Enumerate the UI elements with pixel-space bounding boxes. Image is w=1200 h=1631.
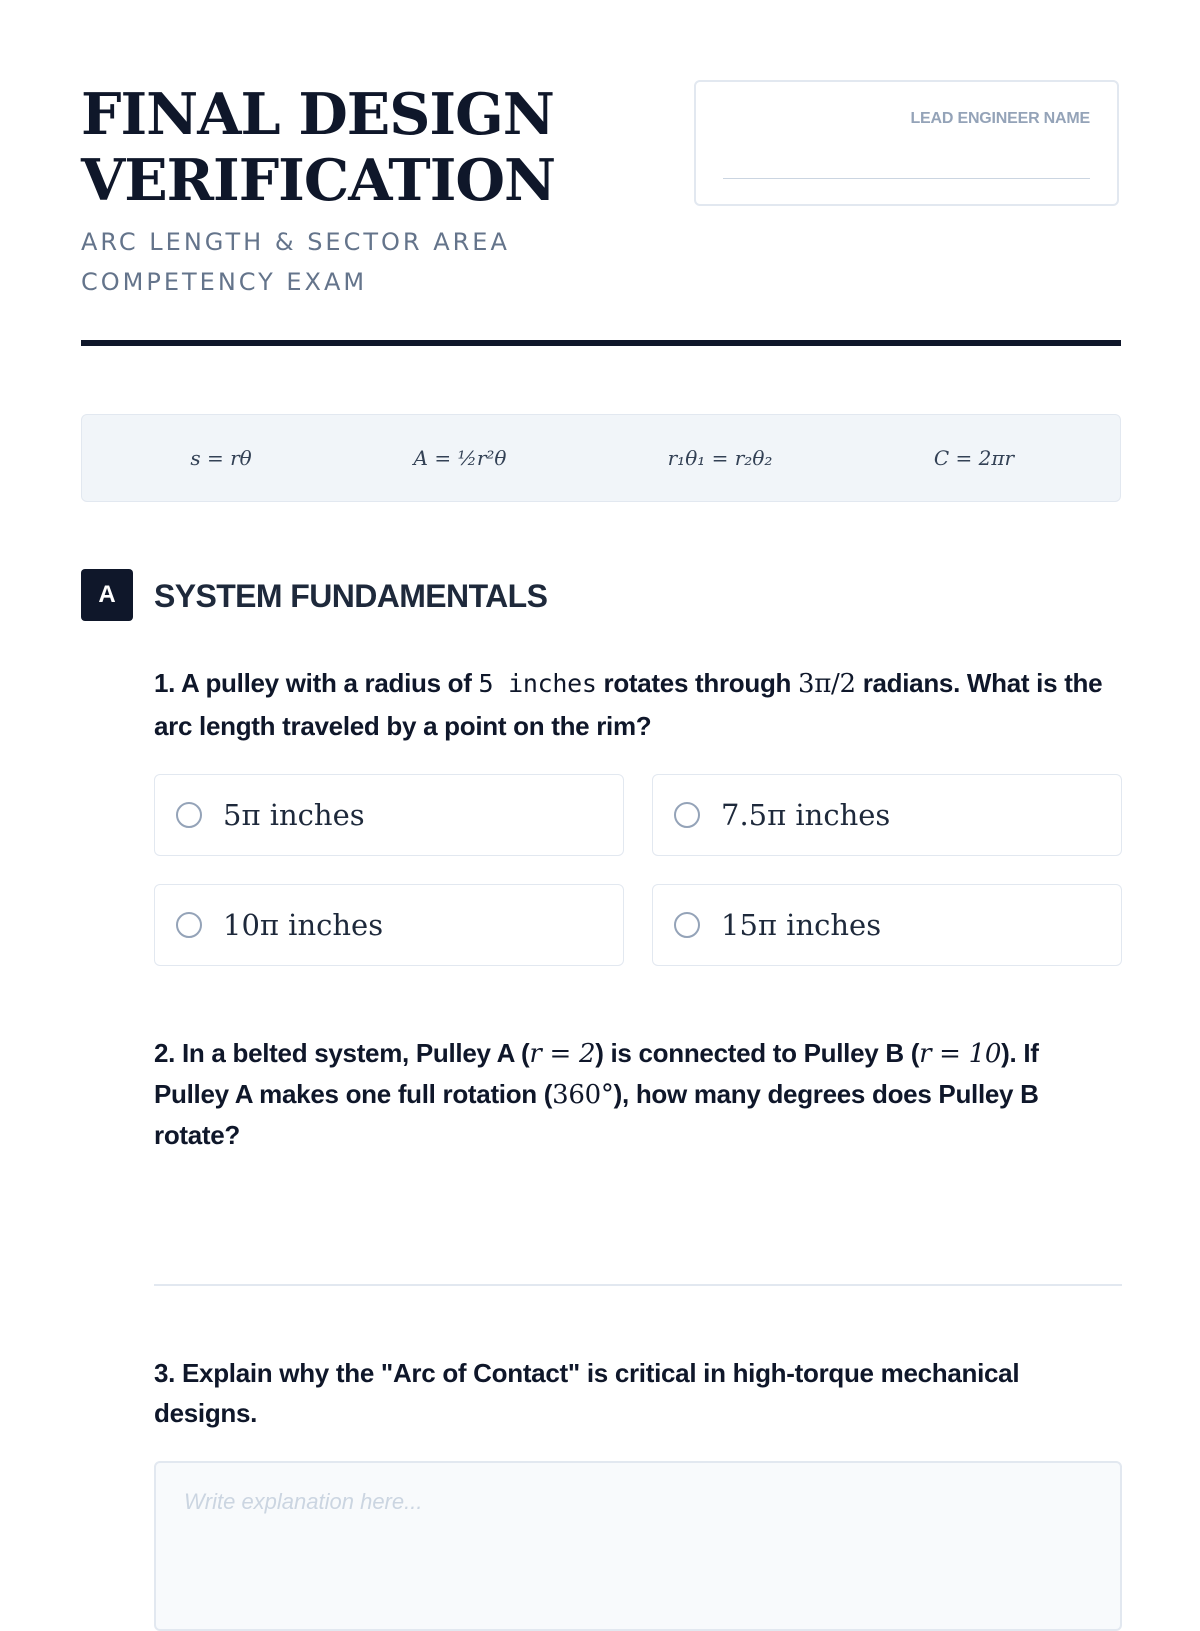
q2-answer-line[interactable] (154, 1284, 1122, 1286)
section-badge: A (81, 569, 133, 621)
q2-part-1: 2. In a belted system, Pulley A ( (154, 1038, 530, 1068)
radio-button[interactable] (176, 912, 202, 938)
page-subtitle (81, 222, 601, 302)
q2-degrees: 360° (552, 1080, 614, 1110)
q1-suffix: radians. What is the arc length traveled by a point on the rim? (154, 668, 1103, 741)
subtitle-line-1: ARC LENGTH & SECTOR AREA (81, 228, 510, 256)
page-title (81, 82, 641, 214)
q3-explanation-input[interactable] (154, 1461, 1122, 1631)
lead-engineer-name-label: LEAD ENGINEER NAME (910, 110, 1090, 127)
q1-unit: inches (493, 669, 597, 698)
subtitle-line-2: COMPETENCY EXAM (81, 268, 368, 296)
title-line-2: VERIFICATION (81, 147, 556, 214)
q1-option-c[interactable] (154, 884, 624, 966)
radio-button[interactable] (674, 912, 700, 938)
q1-prefix: 1. A pulley with a radius of (154, 668, 479, 698)
option-label: 7.5π inches (721, 798, 891, 832)
formula-belt-ratio: r₁θ₁ = r₂θ₂ (667, 446, 773, 470)
question-1-text (154, 662, 1114, 747)
q1-angle: 3π/2 (798, 669, 856, 699)
question-2-text (154, 1033, 1114, 1155)
option-label: 15π inches (721, 908, 882, 942)
title-line-1: FINAL DESIGN (81, 81, 554, 148)
option-label: 5π inches (223, 798, 365, 832)
header-divider (81, 340, 1121, 346)
radio-button[interactable] (674, 802, 700, 828)
q1-mid: rotates through (596, 668, 799, 698)
q1-radius: 5 (478, 669, 494, 698)
q1-option-b[interactable] (652, 774, 1122, 856)
q2-part-3: ). If Pulley A makes one full rotation ( (154, 1038, 1039, 1109)
section-title: SYSTEM FUNDAMENTALS (154, 578, 548, 614)
option-label: 10π inches (223, 908, 384, 942)
name-signature-line (723, 178, 1090, 179)
radio-button[interactable] (176, 802, 202, 828)
q1-option-d[interactable] (652, 884, 1122, 966)
formula-sector-area: A = ½r²θ (413, 446, 507, 470)
formula-circumference: C = 2πr (933, 446, 1015, 470)
formula-reference-bar (81, 414, 1121, 502)
formula-arc-length: s = rθ (190, 446, 252, 470)
lead-engineer-name-field[interactable] (694, 80, 1119, 206)
q2-part-2: ) is connected to Pulley B ( (595, 1038, 920, 1068)
q2-part-4: ), how many degrees does Pulley B rotate? (154, 1079, 1039, 1150)
q2-radius-a: r = 2 (529, 1039, 596, 1069)
question-3-text: 3. Explain why the "Arc of Contact" is critical in high-torque mechanical designs. (154, 1358, 1020, 1428)
q1-option-a[interactable] (154, 774, 624, 856)
q2-radius-b: r = 10 (919, 1039, 1002, 1069)
